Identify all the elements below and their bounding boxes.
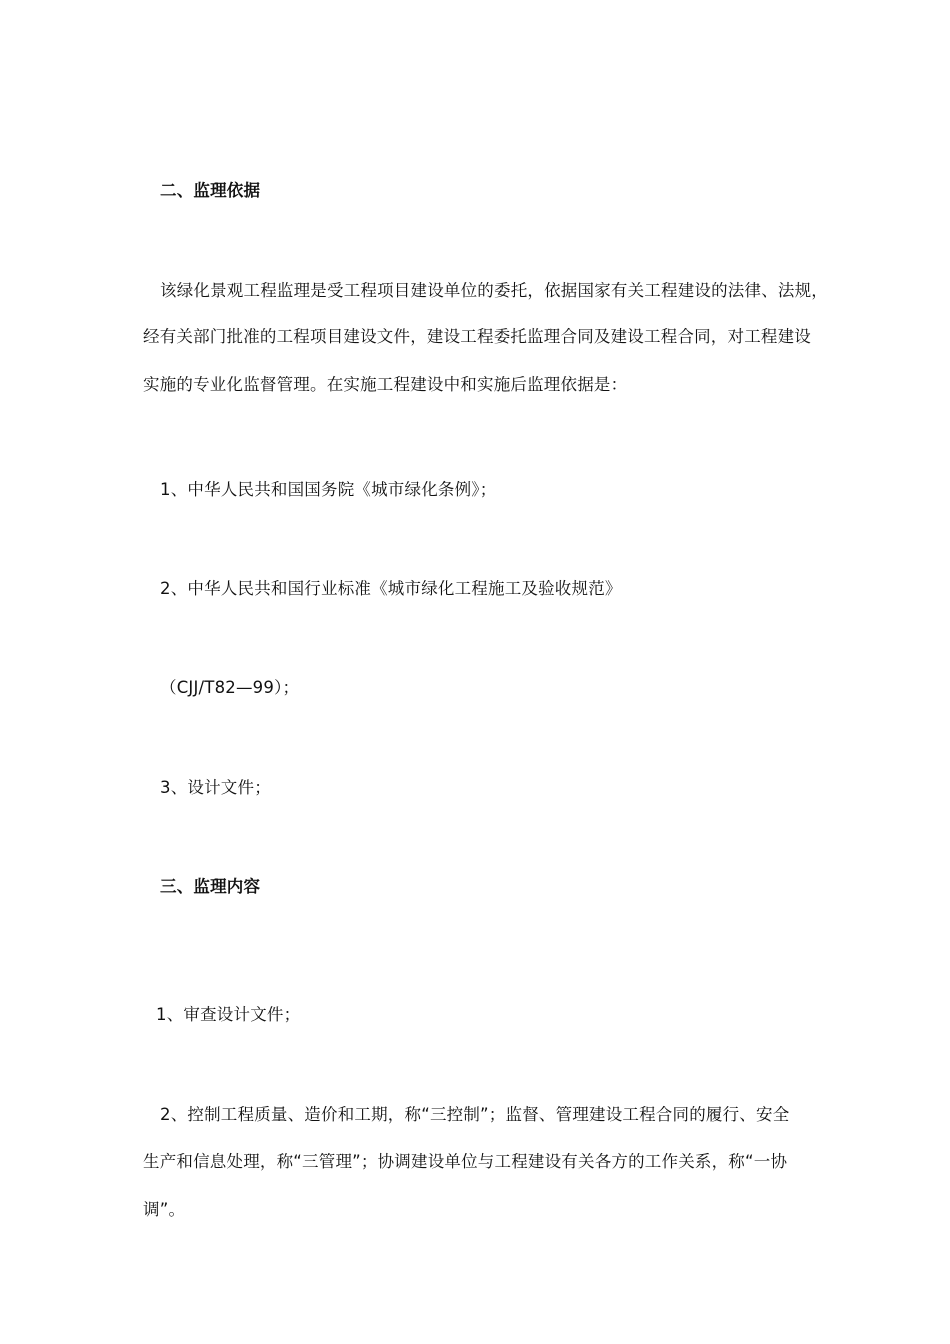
basis-item-2-code: （CJJ/T82—99）； (160, 678, 300, 697)
intro-line-1: 该绿化景观工程监理是受工程项目建设单位的委托，依据国家有关工程建设的法律、法规， (160, 281, 828, 300)
section-heading-content: 三、监理内容 (160, 877, 261, 896)
content-item-1: 1、审查设计文件； (156, 1005, 301, 1024)
content-item-2-line-2: 生产和信息处理，称“三管理”；协调建设单位与工程建设有关各方的工作关系，称“一协 (143, 1152, 788, 1171)
basis-item-1: 1、中华人民共和国国务院《城市绿化条例》； (160, 480, 497, 499)
content-item-2-line-3: 调”。 (143, 1200, 186, 1219)
intro-line-2: 经有关部门批准的工程项目建设文件，建设工程委托监理合同及建设工程合同，对工程建设 (143, 327, 811, 346)
basis-item-3: 3、设计文件； (160, 778, 271, 797)
basis-item-2: 2、中华人民共和国行业标准《城市绿化工程施工及验收规范》 (160, 579, 622, 598)
intro-line-3: 实施的专业化监督管理。在实施工程建设中和实施后监理依据是： (143, 375, 628, 394)
content-item-2-line-1: 2、控制工程质量、造价和工期，称“三控制”；监督、管理建设工程合同的履行、安全 (160, 1105, 790, 1124)
section-heading-basis: 二、监理依据 (160, 181, 261, 200)
